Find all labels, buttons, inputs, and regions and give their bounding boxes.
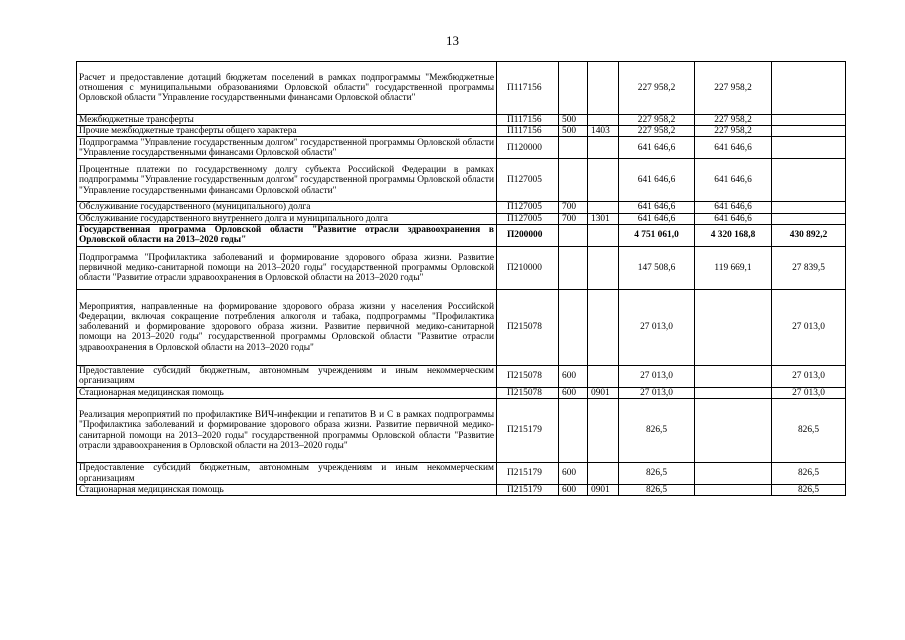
section-code-cell: 0901 — [588, 485, 619, 496]
section-code-cell — [588, 289, 619, 365]
amount-total-cell: 826,5 — [619, 485, 695, 496]
table-row — [77, 387, 846, 398]
amount-federal-cell — [772, 202, 846, 213]
target-code-cell: П215179 — [497, 463, 559, 485]
target-code-cell: П215078 — [497, 289, 559, 365]
row-name-cell: Стационарная медицинская помощь — [77, 387, 497, 398]
section-code-cell: 1301 — [588, 213, 619, 224]
amount-regional-cell: 227 958,2 — [695, 62, 772, 115]
amount-federal-cell — [772, 137, 846, 159]
row-name-cell: Прочие межбюджетные трансферты общего характера — [77, 126, 497, 137]
table-row — [77, 159, 846, 202]
target-code-cell: П120000 — [497, 137, 559, 159]
amount-regional-cell: 4 320 168,8 — [695, 224, 772, 246]
amount-federal-cell: 27 013,0 — [772, 289, 846, 365]
section-code-cell — [588, 137, 619, 159]
amount-regional-cell — [695, 365, 772, 387]
amount-federal-cell: 27 839,5 — [772, 246, 846, 289]
amount-total-cell: 227 958,2 — [619, 126, 695, 137]
section-code-cell — [588, 202, 619, 213]
expense-type-cell: 600 — [559, 387, 588, 398]
amount-regional-cell: 641 646,6 — [695, 202, 772, 213]
section-code-cell: 1403 — [588, 126, 619, 137]
section-code-cell — [588, 246, 619, 289]
expense-type-cell: 700 — [559, 202, 588, 213]
target-code-cell: П117156 — [497, 62, 559, 115]
target-code-cell: П127005 — [497, 213, 559, 224]
row-name-cell: Процентные платежи по государственному долгу субъекта Российской Федерации в рамках подпрограммы "Управление государственным долгом" государственной программы Орловской области "Управление государственными финансами Орловской области" — [77, 159, 497, 202]
amount-total-cell: 641 646,6 — [619, 213, 695, 224]
amount-regional-cell: 641 646,6 — [695, 213, 772, 224]
amount-regional-cell: 119 669,1 — [695, 246, 772, 289]
amount-federal-cell: 430 892,2 — [772, 224, 846, 246]
section-code-cell — [588, 365, 619, 387]
expense-type-cell: 500 — [559, 115, 588, 126]
table-row — [77, 224, 846, 246]
target-code-cell: П215179 — [497, 485, 559, 496]
amount-federal-cell: 826,5 — [772, 463, 846, 485]
amount-regional-cell — [695, 485, 772, 496]
table-row — [77, 137, 846, 159]
expense-type-cell — [559, 159, 588, 202]
target-code-cell: П117156 — [497, 115, 559, 126]
section-code-cell — [588, 399, 619, 463]
amount-regional-cell: 227 958,2 — [695, 126, 772, 137]
expense-type-cell — [559, 399, 588, 463]
expense-type-cell — [559, 62, 588, 115]
row-name-cell: Стационарная медицинская помощь — [77, 485, 497, 496]
table-row — [77, 289, 846, 365]
amount-regional-cell — [695, 399, 772, 463]
target-code-cell: П215078 — [497, 365, 559, 387]
table-row — [77, 246, 846, 289]
amount-total-cell: 27 013,0 — [619, 365, 695, 387]
amount-federal-cell — [772, 213, 846, 224]
amount-total-cell: 826,5 — [619, 463, 695, 485]
expense-type-cell: 700 — [559, 213, 588, 224]
amount-regional-cell — [695, 289, 772, 365]
row-name-cell: Обслуживание государственного внутреннего долга и муниципального долга — [77, 213, 497, 224]
expense-type-cell — [559, 137, 588, 159]
target-code-cell: П200000 — [497, 224, 559, 246]
target-code-cell: П215179 — [497, 399, 559, 463]
expense-type-cell: 500 — [559, 126, 588, 137]
table-row — [77, 463, 846, 485]
section-code-cell — [588, 62, 619, 115]
row-name-cell: Расчет и предоставление дотаций бюджетам поселений в рамках подпрограммы "Межбюджетные отношения с муниципальными образованиями Орловской области" государственной программы Орловской области "Управление государственными финансами Орловской области" — [77, 62, 497, 115]
amount-federal-cell — [772, 62, 846, 115]
section-code-cell — [588, 115, 619, 126]
amount-regional-cell: 641 646,6 — [695, 137, 772, 159]
amount-total-cell: 641 646,6 — [619, 159, 695, 202]
amount-federal-cell: 27 013,0 — [772, 365, 846, 387]
budget-table — [76, 61, 846, 496]
amount-federal-cell — [772, 115, 846, 126]
section-code-cell — [588, 463, 619, 485]
row-name-cell: Межбюджетные трансферты — [77, 115, 497, 126]
amount-federal-cell: 826,5 — [772, 485, 846, 496]
page-number: 13 — [446, 33, 459, 48]
row-name-cell: Государственная программа Орловской области "Развитие отрасли здравоохранения в Орловской области на 2013–2020 годы" — [77, 224, 497, 246]
amount-regional-cell — [695, 463, 772, 485]
expense-type-cell — [559, 224, 588, 246]
row-name-cell: Подпрограмма "Профилактика заболеваний и формирование здорового образа жизни. Развитие первичной медико-санитарной помощи на 2013–2020 годы" государственной программы Орловской области "Развитие отрасли здравоохранения в Орловской области на 2013–2020 годы" — [77, 246, 497, 289]
amount-total-cell: 27 013,0 — [619, 387, 695, 398]
amount-total-cell: 227 958,2 — [619, 115, 695, 126]
row-name-cell: Реализация мероприятий по профилактике ВИЧ-инфекции и гепатитов B и C в рамках подпрограммы "Профилактика заболеваний и формирование здорового образа жизни. Развитие первичной медико-санитарной помощи на 2013–2020 годы" государственной программы Орловской области "Развитие отрасли здравоохранения в Орловской области на 2013–2020 годы" — [77, 399, 497, 463]
expense-type-cell: 600 — [559, 485, 588, 496]
amount-total-cell: 227 958,2 — [619, 62, 695, 115]
expense-type-cell: 600 — [559, 365, 588, 387]
table-row — [77, 115, 846, 126]
table-row — [77, 213, 846, 224]
amount-total-cell: 641 646,6 — [619, 202, 695, 213]
amount-total-cell: 4 751 061,0 — [619, 224, 695, 246]
amount-total-cell: 826,5 — [619, 399, 695, 463]
amount-regional-cell — [695, 387, 772, 398]
expense-type-cell: 600 — [559, 463, 588, 485]
target-code-cell: П210000 — [497, 246, 559, 289]
row-name-cell: Подпрограмма "Управление государственным долгом" государственной программы Орловской области "Управление государственными финансами Орловской области" — [77, 137, 497, 159]
amount-federal-cell: 27 013,0 — [772, 387, 846, 398]
section-code-cell — [588, 159, 619, 202]
target-code-cell: П127005 — [497, 159, 559, 202]
row-name-cell: Обслуживание государственного (муниципального) долга — [77, 202, 497, 213]
target-code-cell: П117156 — [497, 126, 559, 137]
expense-type-cell — [559, 246, 588, 289]
table-row — [77, 365, 846, 387]
amount-total-cell: 641 646,6 — [619, 137, 695, 159]
amount-federal-cell: 826,5 — [772, 399, 846, 463]
section-code-cell — [588, 224, 619, 246]
table-row — [77, 62, 846, 115]
row-name-cell: Предоставление субсидий бюджетным, автономным учреждениям и иным некоммерческим организациям — [77, 365, 497, 387]
amount-total-cell: 27 013,0 — [619, 289, 695, 365]
section-code-cell: 0901 — [588, 387, 619, 398]
table-row — [77, 485, 846, 496]
amount-regional-cell: 641 646,6 — [695, 159, 772, 202]
expense-type-cell — [559, 289, 588, 365]
table-row — [77, 202, 846, 213]
amount-federal-cell — [772, 126, 846, 137]
row-name-cell: Мероприятия, направленные на формирование здорового образа жизни у населения Российской Федерации, включая сокращение потребления алкоголя и табака, подпрограммы "Профилактика заболеваний и формирование здорового образа жизни. Развитие первичной медико-санитарной помощи на 2013–2020 годы" государственной программы Орловской области "Развитие отрасли здравоохранения в Орловской области на 2013–2020 годы" — [77, 289, 497, 365]
amount-federal-cell — [772, 159, 846, 202]
table-row — [77, 126, 846, 137]
table-body — [77, 62, 846, 496]
target-code-cell: П127005 — [497, 202, 559, 213]
target-code-cell: П215078 — [497, 387, 559, 398]
amount-total-cell: 147 508,6 — [619, 246, 695, 289]
amount-regional-cell: 227 958,2 — [695, 115, 772, 126]
table-row — [77, 399, 846, 463]
row-name-cell: Предоставление субсидий бюджетным, автономным учреждениям и иным некоммерческим организациям — [77, 463, 497, 485]
